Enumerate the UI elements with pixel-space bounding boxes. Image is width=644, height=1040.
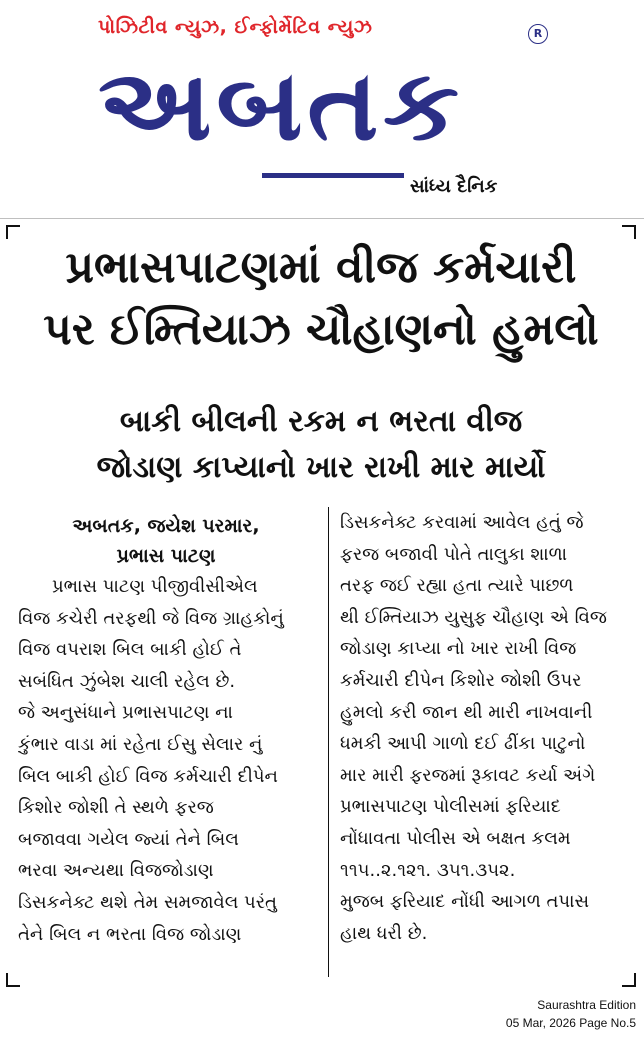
body-line: ભરવા અન્યથા વિજજોડાણ [18,860,214,882]
body-line: ડિસકનેક્ટ કરવામાં આવેલ હતું જે [340,512,584,533]
headline-line: પ્રભાસપાટણમાં વીજ કર્મચારી [65,242,577,293]
body-line: નોંધાવતા પોલીસ એ બક્ષત કલમ [340,827,571,849]
newspaper-logo: અબતક [98,49,464,163]
body-line: બજાવવા ગયેલ જ્યાં તેને બિલ [18,828,239,850]
masthead-divider [0,218,644,219]
headline [14,237,628,361]
body-line: હુમલો કરી જાન થી મારી નાખવાની [340,701,593,723]
body-line: કર્મચારી દીપેન કિશોર જોશી ઉપર [340,669,582,691]
body-line: કિશોર જોશી તે સ્થળે ફરજ [18,797,214,819]
byline-line: અબતક, જયેશ પરમાર, [72,515,260,537]
masthead [0,0,644,210]
body-line: ડિસકનેક્ટ થશે તેમ સમજાવેલ પરંતુ [18,891,277,913]
body-line: સબંધિત ઝુંબેશ ચાલી રહેલ છે. [18,670,236,692]
body-line: જે અનુસંધાને પ્રભાસપાટણ ના [18,702,233,724]
registered-mark-icon: R [528,24,548,44]
body-line: ધમકી આપી ગાળો દઈ ઢીંકા પાટુનો [340,733,586,755]
body-line: ફરજ બજાવી પોતે તાલુકા શાળા [340,543,568,565]
masthead-subline: સાંધ્ય દૈનિક [410,176,498,197]
body-line: માર મારી ફરજમાં રૂકાવટ કર્યા અંગે [340,764,596,786]
body-line: તરફ જઈ રહ્યા હતા ત્યારે પાછળ [340,575,574,597]
edition-name: Saurashtra Edition [537,998,636,1012]
body-line: વિજ કચેરી તરફથી જે વિજ ગ્રાહકોનું [18,607,284,629]
news-clipping [6,225,636,987]
body-line: જોડાણ કાપ્યા નો ખાર રાખી વિજ [340,638,577,660]
crop-mark-bottom-right [622,973,636,987]
subheadline-line: જોડાણ કાપ્યાનો ખાર રાખી માર માર્યો [96,450,546,485]
body-line: કુંભાર વાડા માં રહેતા ઈસુ સેલાર નું [18,733,263,755]
logo-underline [262,173,404,178]
edition-footer [506,996,636,1032]
body-line: બિલ બાકી હોઈ વિજ કર્મચારી દીપેન [18,765,278,787]
subheadline [14,399,628,491]
masthead-tagline: પોઝિટીવ ન્યુઝ, ઈન્ફોર્મેટિવ ન્યુઝ [98,16,373,38]
edition-date-page: 05 Mar, 2026 Page No.5 [505,1016,636,1030]
body-line: મુજબ ફરિયાદ નોંધી આગળ તપાસ [340,891,590,913]
article-column-left [18,511,314,950]
article-column-right [340,507,636,949]
body-line: ૧૧૫..૨.૧૨૧. ૩૫૧.૩૫૨. [340,859,516,881]
body-line: પ્રભાસ પાટણ પીજીવીસીએલ [52,576,258,597]
body-line: પ્રભાસપાટણ પોલીસમાં ફરિયાદ [340,796,561,818]
body-line: વિજ વપરાશ બિલ બાકી હોઈ તે [18,639,242,661]
body-line: હાથ ધરી છે. [340,922,428,944]
column-divider [328,507,329,977]
body-line: થી ઈમ્તિયાઝ યુસુફ ચૌહાણ એ વિજ [340,606,607,628]
subheadline-line: બાકી બીલની રકમ ન ભરતા વીજ [119,404,523,439]
crop-mark-bottom-left [6,973,20,987]
body-line: તેને બિલ ન ભરતા વિજ જોડાણ [18,923,242,945]
headline-line: પર ઈમ્તિયાઝ ચૌહાણનો હુમલો [43,304,599,355]
byline-line: પ્રભાસ પાટણ [116,545,216,567]
byline [18,511,314,571]
